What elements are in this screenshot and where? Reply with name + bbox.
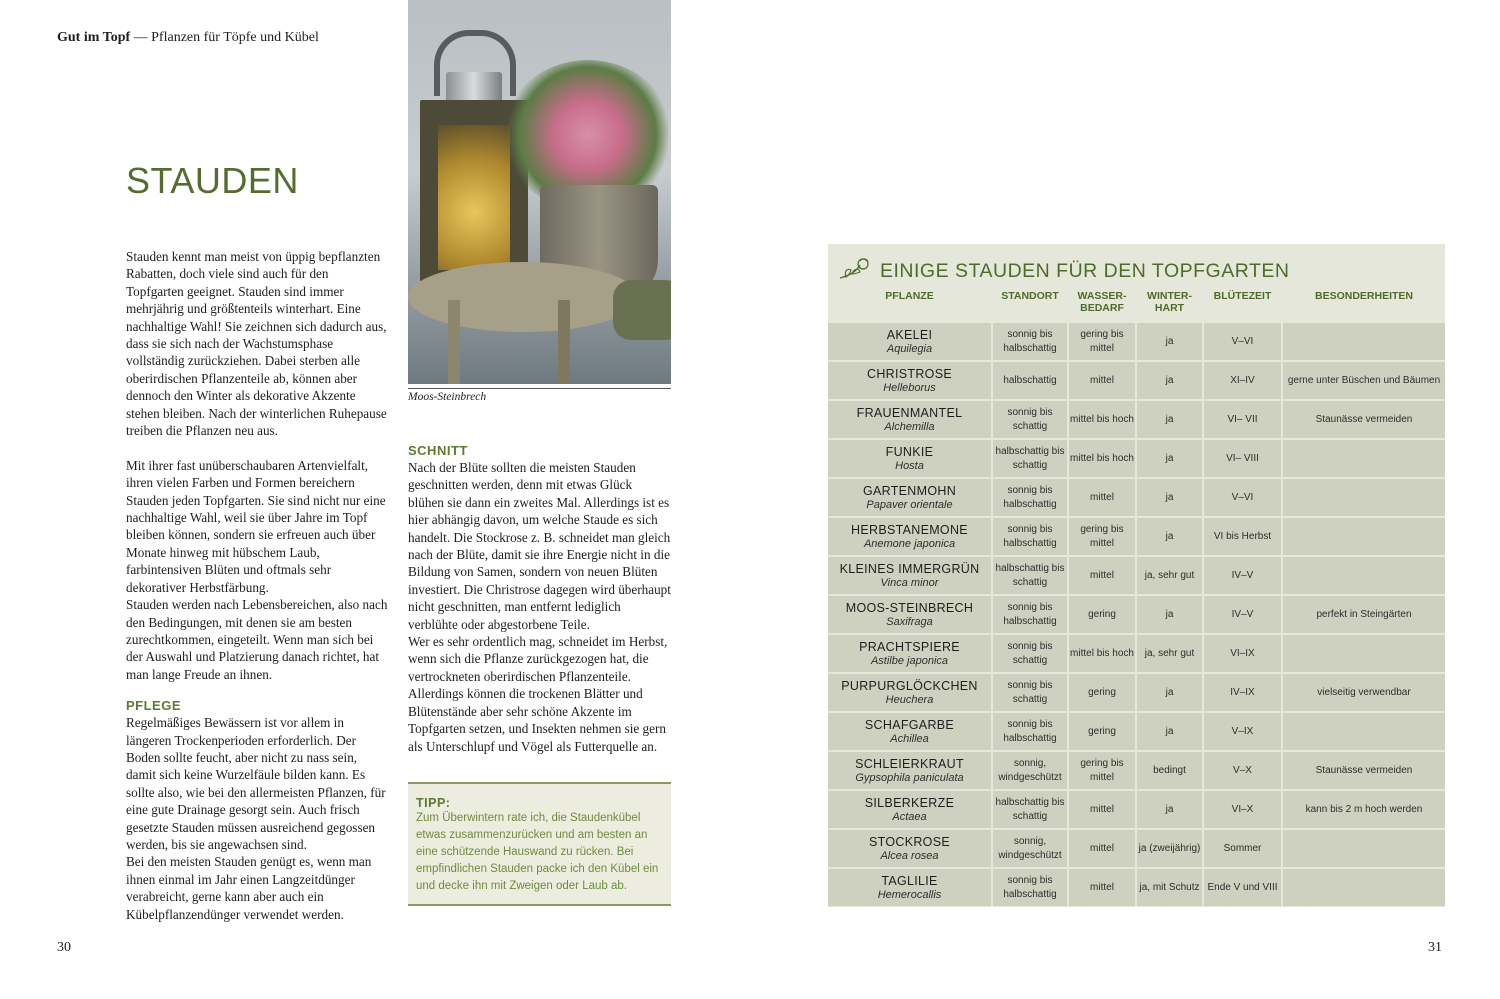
cell-wasserbedarf (1069, 791, 1135, 828)
cell-wasserbedarf (1069, 830, 1135, 867)
cell-winterhart-text: ja, mit Schutz (1139, 881, 1200, 893)
cell-wasserbedarf-text: mittel (1090, 803, 1114, 815)
paragraph: Regelmäßiges Bewässern ist vor allem in längeren Trockenperioden erforderlich. Der Boden sollte feucht, aber nicht zu nass sein, damit sich keine Wurzelfäule bilden kann. Es sollte also, wie bei den allermeisten Pflanzen, für eine gute Drainage gesorgt sein. Auch frisch gesetzte Stauden müssen ausreichend gegossen werden, bis sie angewachsen sind. (126, 715, 386, 852)
cell-winterhart (1137, 362, 1202, 399)
cell-bluetezeit (1204, 362, 1281, 399)
table-row (828, 557, 1445, 594)
plant-latin-name: Papaver orientale (866, 498, 953, 511)
cell-winterhart-text: ja (1165, 335, 1174, 347)
table-title-text: EINIGE STAUDEN FÜR DEN TOPFGARTEN (880, 260, 1290, 282)
table-row (828, 635, 1445, 672)
cell-winterhart (1137, 557, 1202, 594)
cell-standort-text: sonnig bis halbschattig (1003, 719, 1057, 744)
table-row (828, 440, 1445, 477)
cell-pflanze (828, 362, 991, 399)
page-title: STAUDEN (126, 160, 299, 201)
cell-winterhart-text: ja, sehr gut (1144, 569, 1195, 581)
cell-standort-text: sonnig bis schattig (1007, 680, 1053, 705)
cell-bluetezeit (1204, 596, 1281, 633)
cell-pflanze (828, 752, 991, 789)
table-row (828, 791, 1445, 828)
book-title: Gut im Topf (57, 30, 131, 45)
plant-name: PURPURGLÖCKCHEN (841, 678, 978, 693)
cell-wasserbedarf (1069, 674, 1135, 711)
cell-besonderheiten (1283, 401, 1445, 438)
plant-name: STOCKROSE (869, 834, 950, 849)
cell-winterhart-text: ja (1165, 725, 1174, 737)
table-header (828, 289, 1445, 319)
paragraph: Nach der Blüte sollten die meisten Stauden geschnitten werden, denn mit etwas Glück blühen sie dann ein zweites Mal. Allerdings ist es hier abhängig davon, um welche Staude es sich handelt. Die Stockrose z. B. schneidet man gleich nach der Blüte, damit sie ihre Energie nicht in die Bildung von Samen, sondern von neuen Blüten investiert. Die Christrose dagegen wird überhaupt nicht geschnitten, man entfernt lediglich verblühte oder abgestorbene Teile. (408, 460, 671, 632)
plant-latin-name: Hosta (895, 459, 924, 472)
cell-bluetezeit (1204, 323, 1281, 360)
cell-bluetezeit-text: VI– VIII (1226, 452, 1259, 464)
cell-wasserbedarf-text: mittel (1090, 491, 1114, 503)
cell-bluetezeit (1204, 830, 1281, 867)
cell-standort-text: halbschattig bis schattig (995, 797, 1065, 822)
cell-winterhart-text: ja (1165, 413, 1174, 425)
cell-besonderheiten (1283, 518, 1445, 555)
cell-bluetezeit-text: V–IX (1231, 725, 1254, 737)
cell-pflanze (828, 713, 991, 750)
cell-standort (993, 479, 1067, 516)
cell-bluetezeit-text: V–X (1233, 764, 1252, 776)
cell-wasserbedarf (1069, 869, 1135, 906)
cell-bluetezeit-text: VI bis Herbst (1213, 530, 1272, 542)
caption-rule (408, 388, 671, 389)
header-pflanze: PFLANZE (885, 290, 934, 302)
plant-name: HERBSTANEMONE (851, 522, 968, 537)
cell-standort-text: halbschattig (1003, 374, 1057, 386)
cell-winterhart-text: ja (1165, 686, 1174, 698)
cell-wasserbedarf (1069, 323, 1135, 360)
cell-bluetezeit (1204, 752, 1281, 789)
cell-besonderheiten (1283, 791, 1445, 828)
cell-wasserbedarf-text: mittel bis hoch (1070, 647, 1134, 659)
cell-standort (993, 791, 1067, 828)
plant-latin-name: Hemerocallis (877, 888, 942, 901)
cell-wasserbedarf-text: mittel bis hoch (1070, 413, 1134, 425)
paragraph: Mit ihrer fast unüberschaubaren Artenvielfalt, ihren vielen Farben und Formen bereichern Stauden jeden Topfgarten. Sie sind nicht nur eine nachhaltige Wahl, weil sie über Jahre im Topf bleiben können, sondern sie erfreuen auch über Monate hinweg mit hübschem Laub, farbintensiven Blüten und oftmals sehr dekorativer Herbstfärbung. (126, 457, 386, 595)
cell-wasserbedarf-text: gering (1088, 608, 1116, 620)
cell-bluetezeit-text: V–VI (1231, 335, 1254, 347)
cell-winterhart (1137, 674, 1202, 711)
cell-standort (993, 869, 1067, 906)
cell-standort-text: sonnig bis schattig (1007, 641, 1053, 666)
cell-standort (993, 830, 1067, 867)
cell-pflanze (828, 596, 991, 633)
cell-wasserbedarf-text: gering bis mittel (1080, 524, 1124, 549)
cell-pflanze (828, 635, 991, 672)
cell-winterhart-text: ja (1165, 374, 1174, 386)
cell-pflanze (828, 479, 991, 516)
plant-name: PRACHTSPIERE (859, 639, 960, 654)
cell-besonderheiten-text: Staunässe vermeiden (1315, 764, 1413, 776)
cell-winterhart-text: ja (zweijährig) (1138, 842, 1201, 854)
plant-name: FRAUENMANTEL (856, 405, 963, 420)
plant-name: GARTENMOHN (862, 483, 957, 498)
plant-name: SCHAFGARBE (864, 717, 955, 732)
cell-winterhart (1137, 635, 1202, 672)
cell-standort (993, 362, 1067, 399)
cell-wasserbedarf-text: mittel (1090, 374, 1114, 386)
column-middle (408, 442, 671, 755)
cell-winterhart (1137, 518, 1202, 555)
cell-besonderheiten (1283, 869, 1445, 906)
cell-besonderheiten (1283, 635, 1445, 672)
cell-wasserbedarf-text: gering (1088, 686, 1116, 698)
plant-name: CHRISTROSE (867, 366, 952, 381)
cell-winterhart (1137, 752, 1202, 789)
cell-besonderheiten (1283, 323, 1445, 360)
cell-bluetezeit (1204, 869, 1281, 906)
cell-winterhart (1137, 596, 1202, 633)
table-row (828, 752, 1445, 789)
plant-latin-name: Achillea (890, 732, 929, 745)
table-row (828, 869, 1445, 906)
cell-pflanze (828, 440, 991, 477)
table-row (828, 596, 1445, 633)
cell-bluetezeit-text: IV–V (1231, 608, 1254, 620)
photo-caption: Moos-Steinbrech (408, 391, 487, 403)
cell-bluetezeit-text: Ende V und VIII (1207, 881, 1278, 893)
header-wasserbedarf: WASSER- BEDARF (1077, 290, 1127, 314)
table-row (828, 713, 1445, 750)
paragraph: Bei den meisten Stauden genügt es, wenn man ihnen einmal im Jahr einen Langzeitdünger verabreicht, gerne kann aber auch ein Kübelpflanzendünger verwendet werden. (126, 854, 372, 922)
cell-standort-text: sonnig bis halbschattig (1003, 485, 1057, 510)
plant-name: TAGLILIE (881, 873, 938, 888)
cell-winterhart-text: ja (1165, 803, 1174, 815)
cell-wasserbedarf-text: mittel (1090, 569, 1114, 581)
cell-wasserbedarf (1069, 401, 1135, 438)
cell-bluetezeit-text: V–VI (1231, 491, 1254, 503)
cell-bluetezeit-text: Sommer (1223, 842, 1262, 854)
cell-bluetezeit (1204, 635, 1281, 672)
table-row (828, 362, 1445, 399)
cell-pflanze (828, 869, 991, 906)
cell-besonderheiten-text: Staunässe vermeiden (1315, 413, 1413, 425)
schnitt-heading: SCHNITT (408, 443, 468, 458)
cell-bluetezeit-text: VI–IX (1230, 647, 1255, 659)
table-row (828, 674, 1445, 711)
plant-latin-name: Helleborus (883, 381, 936, 394)
cell-bluetezeit-text: XI–IV (1230, 374, 1255, 386)
cell-bluetezeit (1204, 791, 1281, 828)
tip-box (408, 782, 671, 906)
cell-besonderheiten (1283, 674, 1445, 711)
cell-standort (993, 401, 1067, 438)
cell-winterhart (1137, 323, 1202, 360)
cell-standort (993, 674, 1067, 711)
header-winterhart: WINTER- HART (1147, 290, 1192, 314)
cell-winterhart (1137, 830, 1202, 867)
cell-standort (993, 713, 1067, 750)
running-head-dash: — (133, 30, 148, 45)
cell-wasserbedarf-text: mittel (1090, 881, 1114, 893)
plant-name: AKELEI (886, 327, 933, 342)
cell-wasserbedarf (1069, 440, 1135, 477)
cell-besonderheiten (1283, 713, 1445, 750)
cell-pflanze (828, 401, 991, 438)
running-head (57, 30, 319, 46)
tip-heading: TIPP: (416, 796, 451, 810)
plant-latin-name: Heuchera (885, 693, 934, 706)
cell-besonderheiten-text: perfekt in Steingärten (1316, 608, 1412, 620)
cell-winterhart-text: ja (1165, 608, 1174, 620)
cell-wasserbedarf (1069, 479, 1135, 516)
cell-bluetezeit-text: IV–IX (1230, 686, 1255, 698)
cell-winterhart (1137, 440, 1202, 477)
cell-pflanze (828, 830, 991, 867)
cell-besonderheiten (1283, 440, 1445, 477)
cell-besonderheiten-text: gerne unter Büschen und Bäumen (1287, 374, 1441, 386)
cell-bluetezeit-text: IV–V (1231, 569, 1254, 581)
cell-winterhart-text: ja (1165, 452, 1174, 464)
cell-besonderheiten (1283, 830, 1445, 867)
plant-name: SCHLEIERKRAUT (855, 756, 964, 771)
cell-standort-text: sonnig bis halbschattig (1003, 329, 1057, 354)
header-bluetezeit: BLÜTEZEIT (1213, 290, 1272, 302)
cell-winterhart (1137, 401, 1202, 438)
header-standort: STANDORT (1001, 290, 1059, 302)
cell-besonderheiten (1283, 479, 1445, 516)
plant-latin-name: Aquilegia (886, 342, 933, 355)
cell-wasserbedarf-text: mittel (1090, 842, 1114, 854)
table-row (828, 479, 1445, 516)
cell-winterhart-text: bedingt (1153, 764, 1186, 776)
cell-besonderheiten (1283, 557, 1445, 594)
plant-latin-name: Astilbe japonica (870, 654, 949, 667)
cell-winterhart (1137, 713, 1202, 750)
cell-wasserbedarf (1069, 518, 1135, 555)
cell-winterhart-text: ja (1165, 491, 1174, 503)
cell-standort-text: sonnig bis schattig (1007, 407, 1053, 432)
tip-text: Zum Überwintern rate ich, die Staudenkübel etwas zusammenzurücken und am besten an eine schützende Hauswand zu rücken. Bei empfindlichen Stauden packe ich den Kübel ein und decke ihn mit Zweigen oder Laub ab. (416, 812, 659, 892)
cell-winterhart (1137, 479, 1202, 516)
cell-standort-text: sonnig bis halbschattig (1003, 875, 1057, 900)
cell-wasserbedarf (1069, 713, 1135, 750)
cell-standort (993, 323, 1067, 360)
cell-besonderheiten-text: kann bis 2 m hoch werden (1305, 803, 1423, 815)
table-row (828, 401, 1445, 438)
cell-standort (993, 518, 1067, 555)
cell-winterhart (1137, 791, 1202, 828)
cell-winterhart-text: ja, sehr gut (1144, 647, 1195, 659)
cell-bluetezeit (1204, 518, 1281, 555)
cell-besonderheiten (1283, 596, 1445, 633)
cell-standort-text: sonnig bis halbschattig (1003, 524, 1057, 549)
plant-latin-name: Anemone japonica (863, 537, 956, 550)
cell-standort-text: halbschattig bis schattig (995, 563, 1065, 588)
cell-standort (993, 596, 1067, 633)
table-row (828, 323, 1445, 360)
cell-pflanze (828, 674, 991, 711)
cell-besonderheiten (1283, 752, 1445, 789)
cell-bluetezeit-text: VI– VII (1227, 413, 1258, 425)
pflege-heading: PFLEGE (126, 698, 182, 714)
cell-besonderheiten (1283, 362, 1445, 399)
cell-standort-text: sonnig, windgeschützt (998, 758, 1062, 783)
cell-bluetezeit (1204, 713, 1281, 750)
table-title (838, 256, 1289, 287)
cell-bluetezeit (1204, 479, 1281, 516)
page-number-left: 30 (57, 940, 71, 955)
table-row (828, 830, 1445, 867)
cell-standort-text: sonnig, windgeschützt (998, 836, 1062, 861)
header-besonderheiten: BESONDERHEITEN (1314, 290, 1413, 302)
cell-bluetezeit (1204, 557, 1281, 594)
cell-standort-text: halbschattig bis schattig (995, 446, 1065, 471)
cell-standort (993, 635, 1067, 672)
plant-latin-name: Alcea rosea (880, 849, 939, 862)
cell-wasserbedarf-text: gering bis mittel (1080, 329, 1124, 354)
plant-latin-name: Saxifraga (886, 615, 933, 628)
plant-name: SILBERKERZE (864, 795, 955, 810)
cell-wasserbedarf-text: gering bis mittel (1080, 758, 1124, 783)
stauden-table-panel (828, 244, 1445, 907)
cell-besonderheiten-text: vielseitig verwendbar (1317, 686, 1411, 698)
paragraph: Stauden kennt man meist von üppig bepflanzten Rabatten, doch viele sind auch für den Topfgarten geeignet. Stauden sind immer mehrjährig und größtenteils winterhart. Eine nachhaltige Wahl! Sie zeichnen sich dadurch aus, dass sie sich nach der Wachstumsphase vollständig zurückziehen. Dabei sterben alle oberirdischen Pflanzenteile ab, können aber dennoch den Winter als dekorative Akzente stehen bleiben. Nach der winterlichen Ruhepause treiben die Pflanzen neu aus. (126, 249, 387, 439)
cell-bluetezeit-text: VI–X (1231, 803, 1254, 815)
cell-wasserbedarf-text: gering (1088, 725, 1116, 737)
paragraph: Wer es sehr ordentlich mag, schneidet im Herbst, wenn sich die Pflanze zurückgezogen hat, die vertrockneten oberirdischen Pflanzenteile. Allerdings können die trockenen Blätter und Blütenstände aber sehr schöne Akzente im Topfgarten setzen, und Insekten nehmen sie gern als Unterschlupf und Vögel als Futterquelle an. (408, 634, 668, 754)
photo-moos-steinbrech (408, 0, 671, 384)
plant-latin-name: Actaea (892, 810, 927, 823)
table-row (828, 518, 1445, 555)
paragraph: Stauden werden nach Lebensbereichen, also nach den Bedingungen, mit denen sie am besten zurechtkommen, eingeteilt. Wenn man sich bei der Auswahl und Platzierung danach richtet, hat man lange Freude an ihnen. (126, 597, 388, 682)
cell-wasserbedarf (1069, 635, 1135, 672)
plant-name: KLEINES IMMERGRÜN (839, 561, 980, 576)
cell-bluetezeit (1204, 674, 1281, 711)
plant-latin-name: Alchemilla (884, 420, 935, 433)
plant-name: FUNKIE (885, 444, 934, 459)
cell-pflanze (828, 323, 991, 360)
cell-bluetezeit (1204, 401, 1281, 438)
table-body (828, 323, 1445, 908)
plant-name: MOOS-STEINBRECH (845, 600, 974, 615)
cell-pflanze (828, 518, 991, 555)
cell-standort-text: sonnig bis halbschattig (1003, 602, 1057, 627)
cell-wasserbedarf (1069, 362, 1135, 399)
cell-wasserbedarf-text: mittel bis hoch (1070, 452, 1134, 464)
cell-pflanze (828, 791, 991, 828)
cell-winterhart (1137, 869, 1202, 906)
cell-pflanze (828, 557, 991, 594)
chapter-title: Pflanzen für Töpfe und Kübel (151, 30, 319, 45)
column-left (126, 248, 388, 923)
plant-latin-name: Vinca minor (880, 576, 939, 589)
page-number-right: 31 (1428, 940, 1442, 955)
cell-wasserbedarf (1069, 752, 1135, 789)
cell-wasserbedarf (1069, 596, 1135, 633)
cell-standort (993, 752, 1067, 789)
cell-standort (993, 440, 1067, 477)
cell-standort (993, 557, 1067, 594)
cell-wasserbedarf (1069, 557, 1135, 594)
plant-latin-name: Gypsophila paniculata (855, 771, 964, 784)
cell-bluetezeit (1204, 440, 1281, 477)
cell-winterhart-text: ja (1165, 530, 1174, 542)
flower-icon (838, 256, 874, 287)
